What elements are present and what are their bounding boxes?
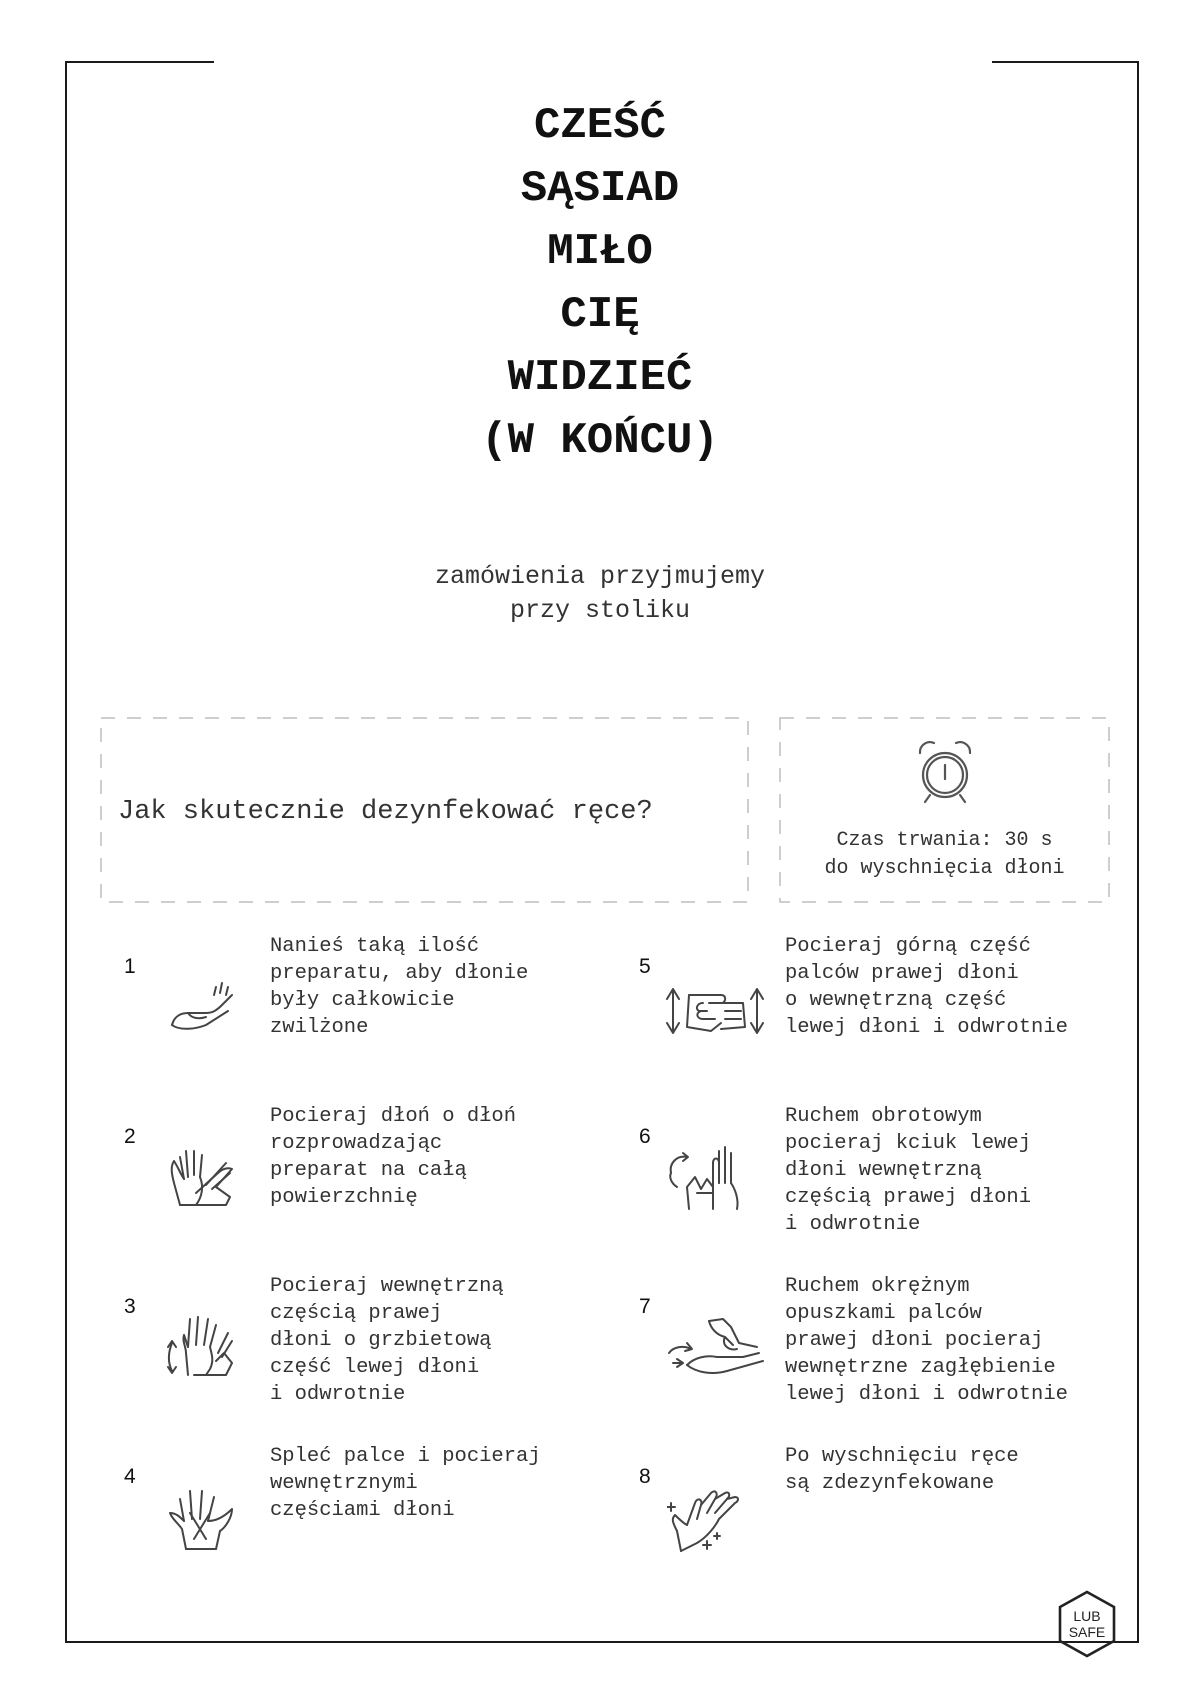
step-number: 2	[124, 1125, 136, 1148]
step-number: 6	[639, 1125, 651, 1148]
title-line: CIĘ	[560, 290, 640, 340]
step-7	[639, 1273, 1109, 1423]
interlaced-fingers-icon	[166, 1483, 238, 1555]
step-2	[124, 1103, 594, 1253]
logo-text-line1: LUB	[1073, 1608, 1101, 1624]
step-6	[639, 1103, 1109, 1253]
timer-line: Czas trwania: 30 s	[836, 829, 1053, 852]
frame-left	[65, 61, 67, 1643]
frame-top-right	[992, 61, 1139, 63]
timer-line: do wyschnięcia dłoni	[824, 857, 1065, 880]
step-1	[124, 933, 594, 1083]
fingers-interlocked-icon	[663, 973, 767, 1045]
timer-text	[779, 827, 1110, 883]
step-number: 1	[124, 955, 136, 978]
step-text: Nanieś taką ilość preparatu, aby dłonie były całkowicie zwilżone	[270, 935, 529, 1039]
step-text: Ruchem okrężnym opuszkami palców prawej dłoni pocieraj wewnętrzne zagłębienie lewej dłoni i odwrotnie	[785, 1275, 1068, 1406]
timer-box	[779, 717, 1110, 903]
step-number: 8	[639, 1465, 651, 1488]
step-text: Pocieraj dłoń o dłoń rozprowadzając preparat na całą powierzchnię	[270, 1105, 517, 1209]
frame-right	[1137, 61, 1139, 1643]
step-text: Ruchem obrotowym pocieraj kciuk lewej dłoni wewnętrzną częścią prawej dłoni i odwrotnie	[785, 1105, 1032, 1236]
fingertips-circular-icon	[667, 1313, 771, 1385]
step-number: 7	[639, 1295, 651, 1318]
title-line: CZEŚĆ	[533, 101, 667, 151]
step-text: Po wyschnięciu ręce są zdezynfekowane	[785, 1445, 1019, 1495]
title-line: WIDZIEĆ	[507, 353, 693, 403]
question-box	[100, 717, 749, 903]
clean-hands-icon	[667, 1483, 747, 1555]
subtitle	[300, 560, 900, 628]
title-line: MIŁO	[547, 227, 653, 277]
lubsafe-logo-icon	[1057, 1590, 1117, 1658]
subtitle-line: przy stoliku	[509, 596, 691, 625]
step-3	[124, 1273, 594, 1423]
palm-to-palm-icon	[166, 1143, 238, 1215]
alarm-clock-icon	[916, 739, 974, 805]
step-5	[639, 933, 1109, 1083]
question-text: Jak skutecznie dezynfekować ręce?	[118, 797, 653, 827]
page-title	[300, 95, 900, 473]
step-number: 3	[124, 1295, 136, 1318]
subtitle-line: zamówienia przyjmujemy	[434, 562, 766, 591]
step-text: Spleć palce i pocieraj wewnętrznymi częściami dłoni	[270, 1445, 541, 1522]
hand-pour-icon	[166, 973, 238, 1045]
step-text: Pocieraj górną część palców prawej dłoni o wewnętrzną część lewej dłoni i odwrotnie	[785, 935, 1068, 1039]
step-number: 4	[124, 1465, 136, 1488]
step-8	[639, 1443, 1109, 1593]
palm-over-back-icon	[166, 1313, 238, 1385]
frame-top-left	[65, 61, 214, 63]
step-number: 5	[639, 955, 651, 978]
logo-text-line2: SAFE	[1068, 1624, 1106, 1640]
title-line: (W KOŃCU)	[481, 416, 719, 466]
step-text: Pocieraj wewnętrzną częścią prawej dłoni o grzbietową część lewej dłoni i odwrotnie	[270, 1275, 504, 1406]
step-4	[124, 1443, 594, 1593]
title-line: SĄSIAD	[520, 164, 680, 214]
frame-bottom	[65, 1641, 1139, 1643]
thumb-rotation-icon	[667, 1143, 747, 1215]
